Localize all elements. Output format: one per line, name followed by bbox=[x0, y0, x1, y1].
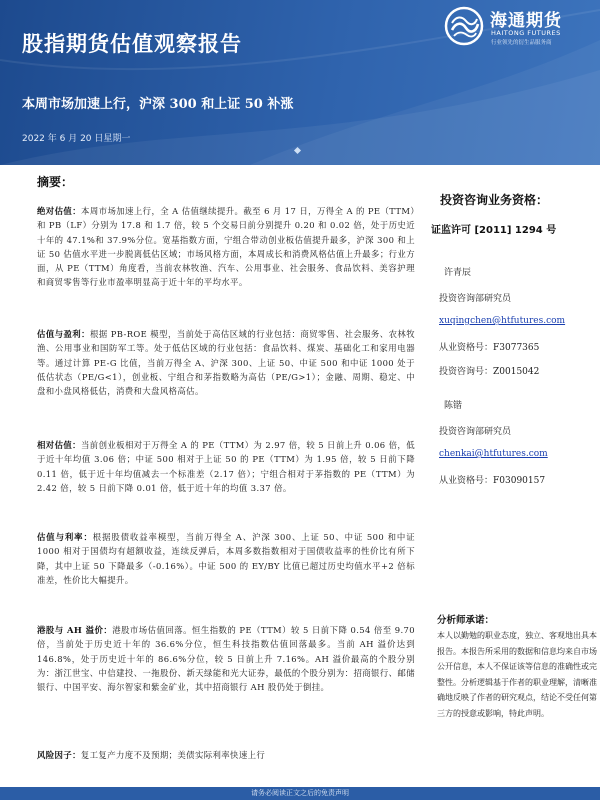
page-footer bbox=[0, 787, 600, 800]
logo-name-en: HAITONG FUTURES bbox=[491, 29, 561, 37]
cert-label: 从业资格号： bbox=[439, 343, 494, 353]
analyst-name: 陈锴 bbox=[444, 401, 463, 411]
report-title: 股指期货估值观察报告 bbox=[22, 31, 242, 56]
logo-name-cn: 海通期货 bbox=[490, 11, 562, 31]
report-subtitle: 本周市场加速上行，沪深 300 和上证 50 补涨 bbox=[22, 97, 294, 112]
analyst-department: 投资咨询部研究员 bbox=[439, 294, 512, 304]
paragraph-text: 港股市场估值回落。恒生指数的 PE（TTM）较 5 日前下降 0.54 倍至 9.70 倍，当前处于历史近十年的 36.6%分位，恒生科技指数估值回落最多。当前 AH 溢价达到 146.8%，处于历史近十年的 86.6%分位，较 5 日前上升 7.16%。AH 溢价最高的个股分别为：浙江世宝、中信建投、一拖股份、新天绿能和光大证券，最低的个股分别为：招商银行、邮储银行、中国平安、海尔智家和紫金矿业，其中招商银行 AH 股仍处于倒挂。 bbox=[37, 625, 415, 693]
paragraph-lead: 估值与利率： bbox=[37, 532, 93, 542]
cert-number: F03090157 bbox=[493, 476, 546, 486]
report-header bbox=[0, 0, 600, 165]
analyst-cert-row bbox=[439, 473, 545, 486]
analyst-promise-heading: 分析师承诺： bbox=[437, 615, 495, 626]
paragraph-lead: 估值与盈利： bbox=[37, 329, 90, 339]
paragraph-text: 本周市场加速上行，全 A 估值继续提升。截至 6 月 17 日，万得全 A 的 PE（TTM）和 PB（LF）分别为 17.8 和 1.7 倍，较 5 个交易日前分别提升 0.20 和 0.02 倍，处于历史近十年的 47.1%和 37.9%分位。宽基指数方面，宁组合带动创业板估值提升最多，沪深 300 和上证 50 估值水平进一步脱离低估区域；市场风格方面，本周成长和消费风格估值上升最多；行业方面，从 PE（TTM）角度看，当前农林牧渔、汽车、公用事业、社会服务、食品饮料、美容护理和商贸零售等行业市盈率明显高于近十年的平均水平。 bbox=[37, 206, 416, 288]
analyst-email-link[interactable]: xuqingchen@htfutures.com bbox=[439, 316, 566, 326]
abstract-paragraph-hk-ah-premium bbox=[37, 623, 415, 694]
qualification-heading: 投资咨询业务资格： bbox=[440, 193, 549, 207]
analyst-cert-row bbox=[439, 340, 539, 353]
paragraph-text: 根据 PB-ROE 模型，当前处于高估区域的行业包括：商贸零售、社会服务、农林牧渔、公用事业和国防军工等。处于低估区域的行业包括：食品饮料、煤炭、基础化工和家用电器等。通过计算 PE-G 比值，当前万得全 A、沪深 300、上证 50、中证 500 和中证 1000 处于低估状态（PE/G<1），创业板、宁组合和茅指数略为高估（PE/G>1）；金融、周期、稳定、中盘和小盘风格低估，消费和大盘风格高估。 bbox=[37, 329, 415, 397]
logo-tagline: 行业领先的衍生品服务商 bbox=[491, 40, 552, 46]
paragraph-lead: 风险因子： bbox=[37, 750, 81, 760]
paragraph-lead: 港股与 AH 溢价： bbox=[37, 625, 113, 635]
abstract-heading: 摘要： bbox=[37, 175, 74, 189]
cert-number: F3077365 bbox=[493, 343, 540, 353]
analyst-promise-text: 本人以勤勉的职业态度，独立、客观地出具本报告。本报告所采用的数据和信息均来自市场公开信息，本人不保证该等信息的准确性或完整性。分析逻辑基于作者的职业理解，清晰准确地反映了作者的研究观点，结论不受任何第三方的授意或影响，特此声明。 bbox=[437, 631, 597, 718]
abstract-paragraph-risk-factors bbox=[37, 748, 415, 762]
abstract-paragraph-relative-valuation bbox=[37, 438, 415, 495]
company-logo bbox=[444, 4, 594, 50]
consult-label: 投资咨询号： bbox=[439, 367, 494, 377]
paragraph-lead: 绝对估值： bbox=[37, 206, 82, 216]
haitong-logo-icon bbox=[444, 6, 484, 46]
qualification-license: 证监许可 [2011] 1294 号 bbox=[431, 225, 557, 236]
analyst-consult-row bbox=[439, 364, 539, 377]
analyst-name: 许青辰 bbox=[444, 268, 472, 278]
abstract-paragraph-absolute-valuation bbox=[37, 204, 415, 290]
paragraph-lead: 相对估值： bbox=[37, 440, 81, 450]
analyst-email-link[interactable]: chenkai@htfutures.com bbox=[439, 449, 548, 459]
paragraph-text: 复工复产力度不及预期；美债实际利率快速上行 bbox=[80, 750, 266, 760]
paragraph-text: 根据股债收益率模型，当前万得全 A、沪深 300、上证 50、中证 500 和中证 1000 相对于国债均有超额收益，连续反弹后，本周多数指数相对于国债收益率的性价比有所下降，其中上证 50 下降最多（-0.16%）。中证 500 的 EY/BY 比值已超过历史均值水平+2 倍标准差，性价比大幅提升。 bbox=[37, 532, 415, 585]
footer-disclaimer-note: 请务必阅读正文之后的免责声明 bbox=[251, 789, 349, 797]
consult-number: Z0015042 bbox=[493, 367, 540, 377]
abstract-paragraph-valuation-profit bbox=[37, 327, 415, 398]
abstract-paragraph-valuation-rates bbox=[37, 530, 415, 587]
report-date: 2022 年 6 月 20 日星期一 bbox=[22, 134, 131, 144]
analyst-department: 投资咨询部研究员 bbox=[439, 427, 512, 437]
paragraph-text: 当前创业板相对于万得全 A 的 PE（TTM）为 2.97 倍，较 5 日前上升 0.06 倍，低于近十年均值 3.06 倍；中证 500 相对于上证 50 的 PE（TTM）为 1.95 倍，较 5 日前下降 0.11 倍，低于近十年均值减去一个标准差（2.17 倍）；宁组合相对于茅指数的 PE（TTM）为 2.42 倍，较 5 日前下降 0.01 倍，低于近十年的均值 3.37 倍。 bbox=[37, 440, 415, 493]
cert-label: 从业资格号： bbox=[439, 476, 494, 486]
